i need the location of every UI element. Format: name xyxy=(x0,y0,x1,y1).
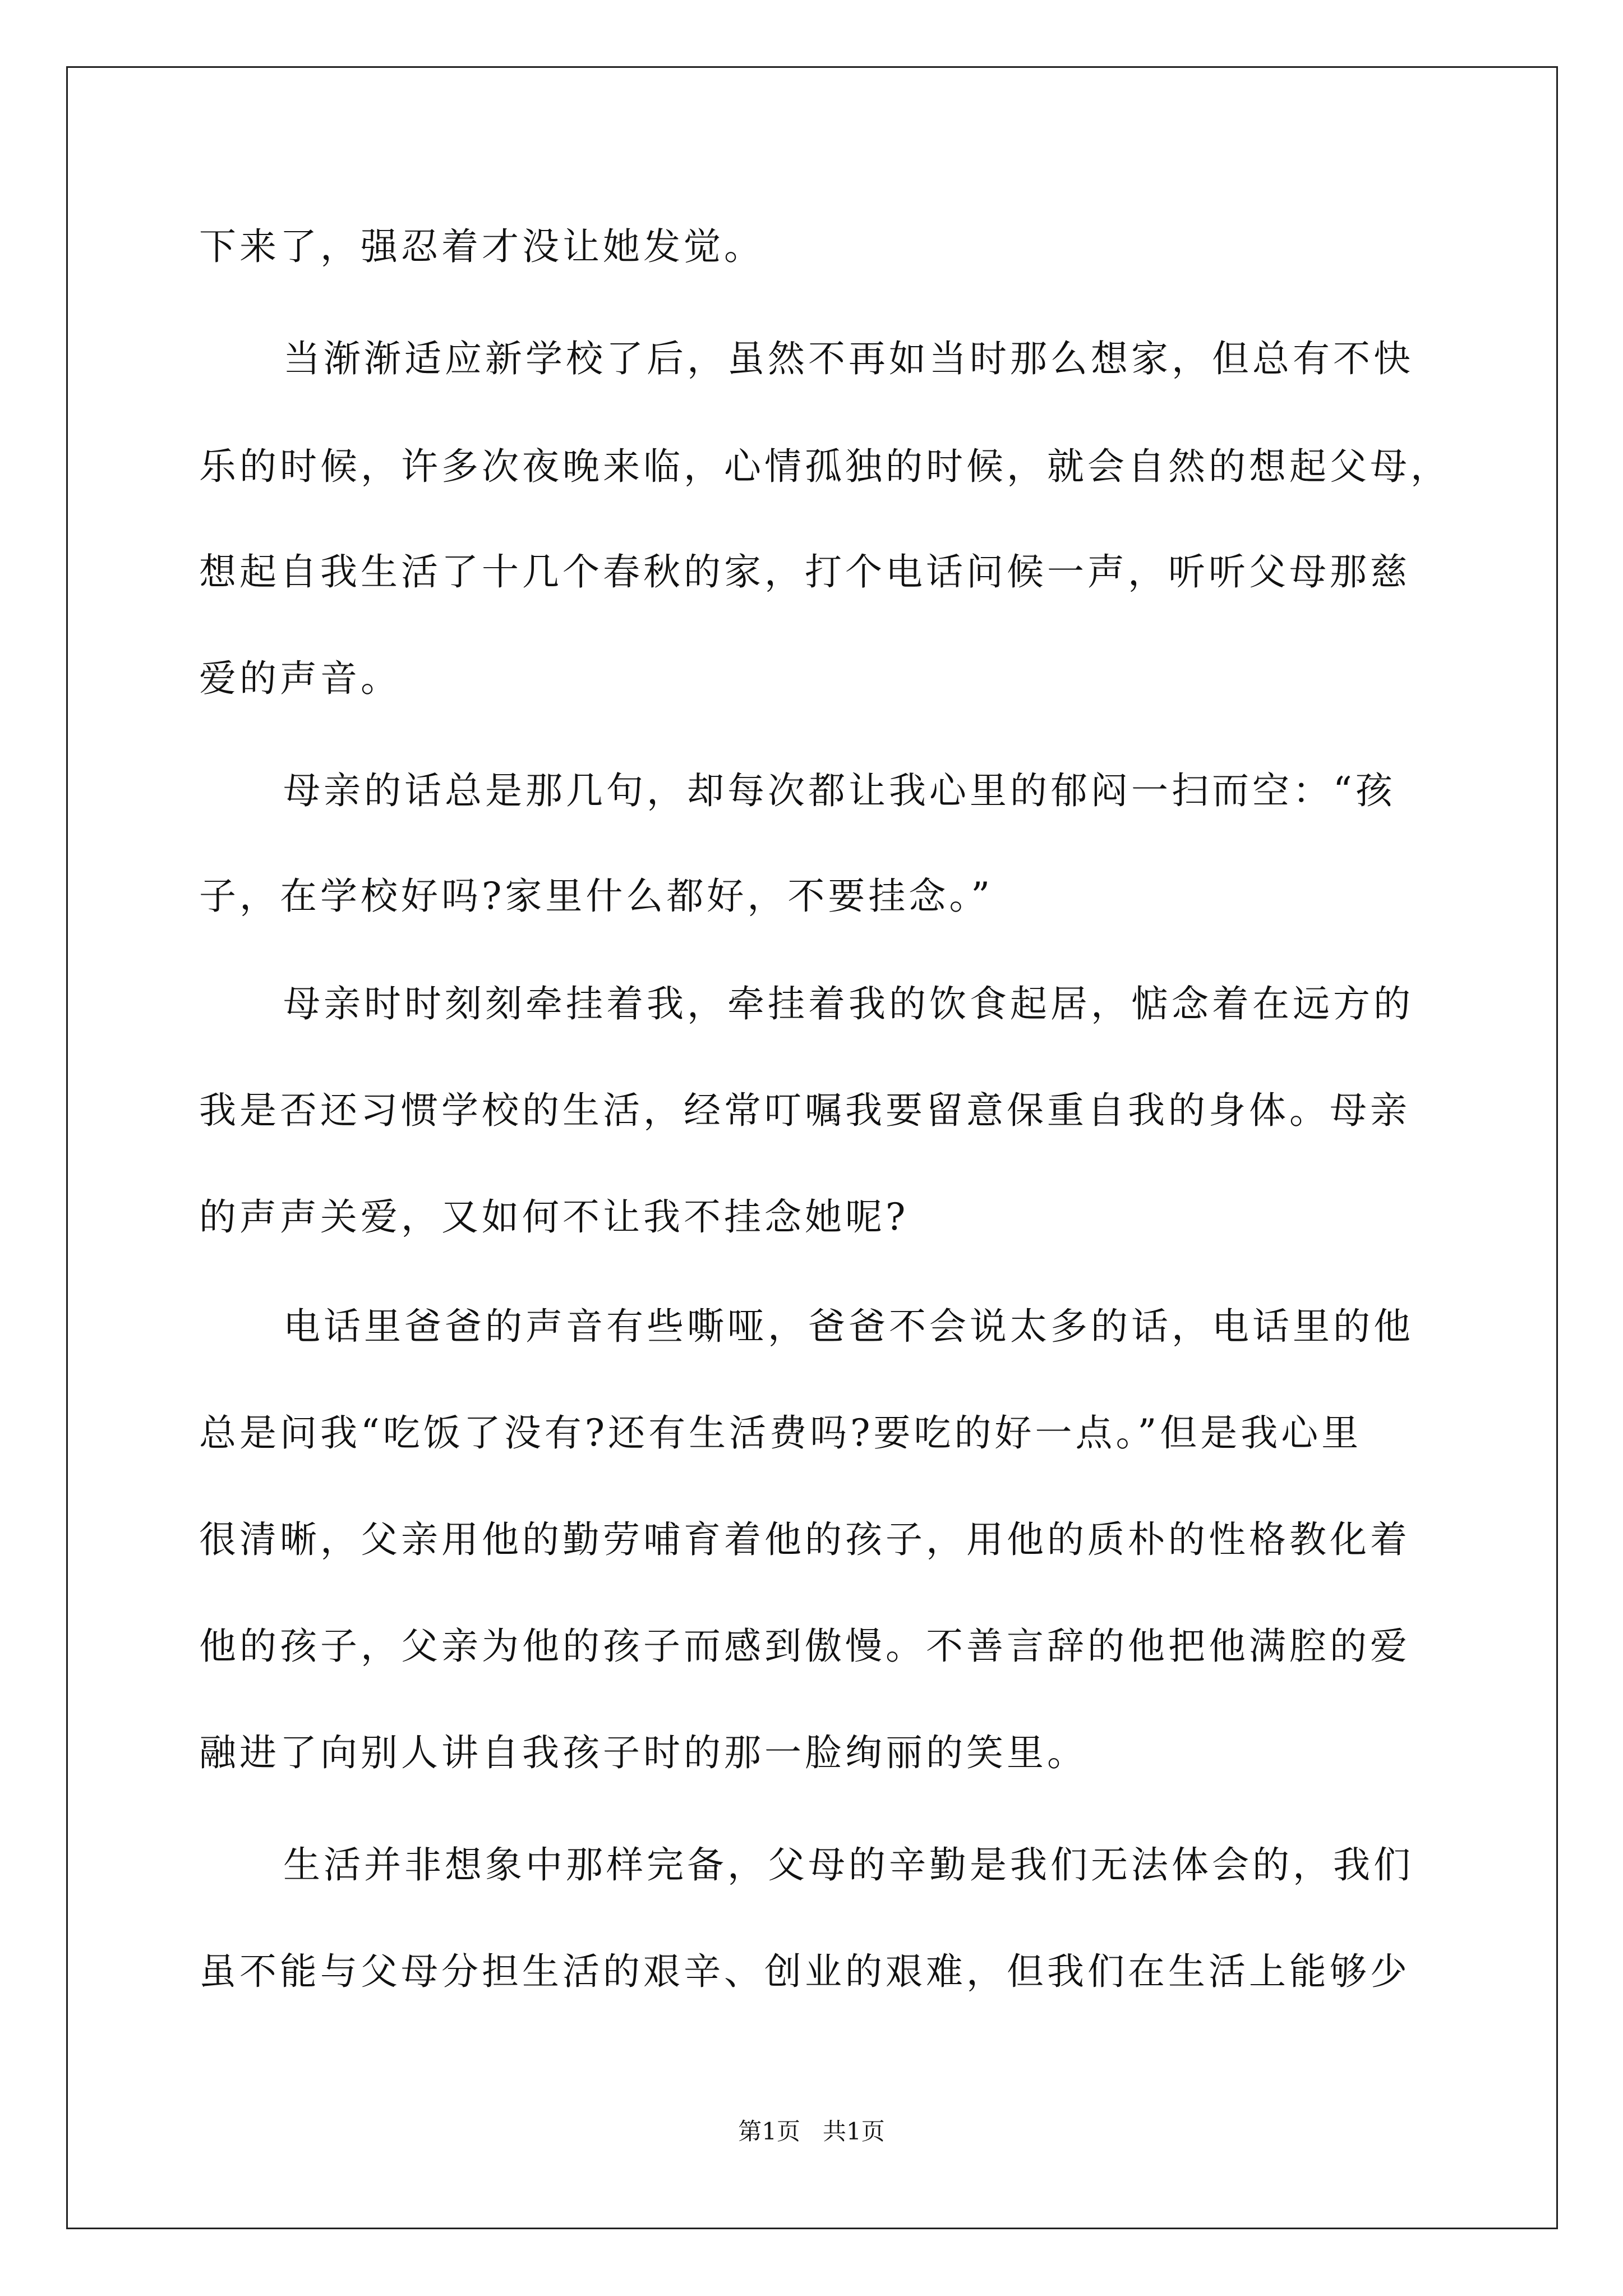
paragraph-2-line-4: 爱的声音。 xyxy=(199,657,401,700)
paragraph-5-line-5: 融进了向别人讲自我孩子时的那一脸绚丽的笑里。 xyxy=(199,1731,1087,1774)
paragraph-3-line-2: 子，在学校好吗?家里什么都好，不要挂念。” xyxy=(199,875,994,918)
paragraph-5-line-2: 总是问我“吃饭了没有?还有生活费吗?要吃的好一点。”但是我心里 xyxy=(199,1411,1362,1455)
paragraph-2-line-1: 当渐渐适应新学校了后，虽然不再如当时那么想家，但总有不快 xyxy=(283,337,1414,380)
paragraph-3-line-1: 母亲的话总是那几句，却每次都让我心里的郁闷一扫而空：“孩 xyxy=(283,769,1396,812)
paragraph-6-line-1: 生活并非想象中那样完备，父母的辛勤是我们无法体会的，我们 xyxy=(283,1843,1414,1887)
paragraph-5-line-3: 很清晰，父亲用他的勤劳哺育着他的孩子，用他的质朴的性格教化着 xyxy=(199,1518,1410,1561)
paragraph-5-line-1: 电话里爸爸的声音有些嘶哑，爸爸不会说太多的话，电话里的他 xyxy=(283,1305,1414,1348)
page-border xyxy=(66,66,1558,2229)
paragraph-4-line-3: 的声声关爱，又如何不让我不挂念她呢? xyxy=(199,1195,909,1239)
paragraph-2-line-3: 想起自我生活了十几个春秋的家，打个电话问候一声，听听父母那慈 xyxy=(199,550,1410,593)
paragraph-5-line-4: 他的孩子，父亲为他的孩子而感到傲慢。不善言辞的他把他满腔的爱 xyxy=(199,1625,1410,1668)
page-number-footer: 第1页 共1页 xyxy=(738,2118,885,2145)
paragraph-4-line-1: 母亲时时刻刻牵挂着我，牵挂着我的饮食起居，惦念着在远方的 xyxy=(283,982,1414,1025)
text-line-1: 下来了，强忍着才没让她发觉。 xyxy=(199,225,764,268)
paragraph-4-line-2: 我是否还习惯学校的生活，经常叮嘱我要留意保重自我的身体。母亲 xyxy=(199,1089,1410,1132)
paragraph-2-line-2: 乐的时候，许多次夜晚来临，心情孤独的时候，就会自然的想起父母， xyxy=(199,445,1451,488)
paragraph-6-line-2: 虽不能与父母分担生活的艰辛、创业的艰难，但我们在生活上能够少 xyxy=(199,1950,1410,1993)
